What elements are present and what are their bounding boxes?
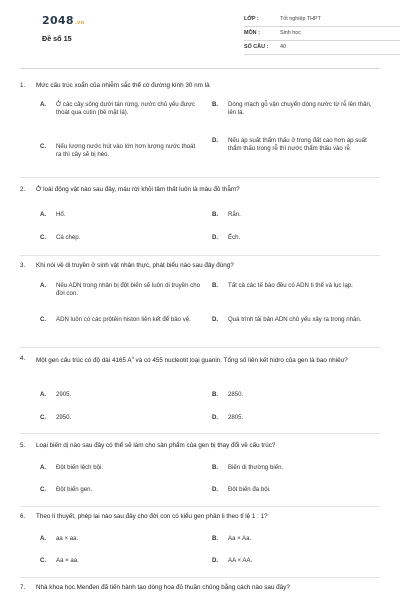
option-c[interactable]: [40, 486, 200, 494]
option-text: Cá chép.: [56, 234, 81, 241]
option-c[interactable]: [40, 316, 208, 324]
option-b[interactable]: [212, 211, 380, 219]
option-a[interactable]: [40, 391, 200, 399]
question-text-head: Một gen cấu trúc có độ dài 4165 A: [36, 357, 132, 365]
option-b[interactable]: [212, 101, 380, 117]
option-b[interactable]: [212, 282, 380, 290]
option-letter: A.: [40, 535, 47, 542]
header-divider: [20, 68, 380, 69]
logo-suffix: .vn: [74, 20, 85, 26]
question-3: [20, 262, 378, 271]
info-value: Sinh học: [280, 29, 301, 36]
question-text: Mức cấu trúc xoắn của nhiễm sắc thể có đường kính 30 nm là: [36, 82, 210, 89]
info-row-count: [244, 41, 400, 55]
option-c[interactable]: [40, 557, 200, 565]
question-text: Theo lí thuyết, phép lai nào sau đây cho đời con có kiểu gen phân li theo tỉ lệ 1 : 1?: [36, 513, 268, 520]
option-text: Tất cả các tế bào đều có ADN ti thể và lục lạp.: [228, 282, 353, 289]
question-number: 6.: [20, 513, 26, 520]
option-c[interactable]: [40, 143, 200, 159]
option-text: Nếu ADN trong nhân bị đột biến sẽ luôn di truyền cho đời con.: [56, 282, 200, 298]
question-divider: [20, 177, 380, 178]
info-label: LỚP :: [244, 15, 259, 22]
option-letter: D.: [212, 486, 219, 493]
question-4: [20, 355, 378, 366]
option-b[interactable]: [212, 535, 380, 543]
option-d[interactable]: [212, 234, 380, 242]
option-letter: B.: [212, 282, 219, 289]
question-number: 1.: [20, 82, 26, 89]
option-text: 2950.: [56, 414, 72, 421]
question-number: 4.: [20, 355, 26, 362]
option-letter: D.: [212, 137, 219, 144]
question-text-tail: và có 455 nucleotit loại guanin. Tổng số liên kết hidro của gen là bao nhiêu?: [133, 357, 348, 365]
question-number: 5.: [20, 442, 26, 449]
question-7: [20, 584, 378, 593]
exam-number: Đề số 15: [42, 34, 72, 43]
option-letter: C.: [40, 316, 47, 323]
option-text: Rắn.: [228, 211, 241, 218]
option-a[interactable]: [40, 211, 200, 219]
option-letter: C.: [40, 414, 47, 421]
question-divider: [20, 433, 380, 434]
option-letter: D.: [212, 316, 219, 323]
option-text: Quá trình tái bản ADN chủ yếu xảy ra trong nhân.: [228, 316, 362, 323]
option-letter: A.: [40, 391, 47, 398]
question-number: 3.: [20, 262, 26, 269]
logo-text: 2048: [42, 14, 74, 27]
option-text: ADN luôn có các prôtêin histon liên kết để bảo vệ.: [56, 316, 191, 323]
option-c[interactable]: [40, 234, 200, 242]
info-value: Tốt nghiệp THPT: [280, 15, 321, 22]
question-text: Nhà khoa học Menđen đã tiến hành tạo dòng hoa đỏ thuần chủng bằng cách nào sau đây?: [36, 584, 290, 591]
option-letter: B.: [212, 464, 219, 471]
option-text: Nếu áp suất thẩm thấu ở trong đất cao hơn áp suất thẩm thấu trong rễ thì nước thẩm thấu vào rễ.: [228, 137, 367, 153]
option-letter: A.: [40, 101, 47, 108]
option-c[interactable]: [40, 414, 200, 422]
question-divider: [20, 255, 380, 256]
question-divider: [20, 347, 380, 348]
question-text: Ở loài động vật nào sau đây, máu rời khỏi tâm thất luôn là máu đỏ thẫm?: [36, 186, 240, 193]
option-a[interactable]: [40, 282, 208, 298]
option-text: Hổ.: [56, 211, 66, 218]
option-text: 2805.: [228, 414, 244, 421]
option-text: 2850.: [228, 391, 244, 398]
option-text: Biến dị thường biến.: [228, 464, 284, 471]
option-a[interactable]: [40, 535, 200, 543]
exam-header: [22, 0, 378, 68]
option-text: 2905.: [56, 391, 72, 398]
option-text: Aa × aa.: [56, 557, 79, 564]
option-letter: C.: [40, 143, 47, 150]
info-row-class: [244, 13, 400, 27]
question-text: Khi nói về di truyền ở sinh vật nhân thực, phát biểu nào sau đây đúng?: [36, 262, 234, 269]
option-letter: D.: [212, 414, 219, 421]
question-2: [20, 186, 378, 195]
option-text: Aa × Aa.: [228, 535, 252, 542]
option-a[interactable]: [40, 101, 200, 117]
question-number: 7.: [20, 584, 26, 591]
question-6: [20, 513, 378, 522]
option-letter: D.: [212, 234, 219, 241]
question-text: [36, 355, 378, 366]
question-text: Loại biến dị nào sau đây có thể sẽ làm cho sản phẩm của gen bị thay đổi về cấu trúc?: [36, 442, 276, 449]
option-d[interactable]: [212, 486, 380, 494]
option-d[interactable]: [212, 137, 380, 153]
exam-info-table: [244, 13, 400, 55]
option-b[interactable]: [212, 464, 380, 472]
option-text: Ở các cây sống dưới tán rừng, nước chủ yếu được thoát qua cutin (bề mặt lá).: [56, 101, 195, 117]
option-letter: B.: [212, 535, 219, 542]
angstrom-superscript: 0: [131, 355, 134, 360]
question-number: 2.: [20, 186, 26, 193]
option-text: AA × AA.: [228, 557, 253, 564]
option-a[interactable]: [40, 464, 200, 472]
option-letter: C.: [40, 557, 47, 564]
option-text: Ếch.: [228, 234, 241, 241]
question-divider: [20, 577, 380, 578]
info-row-subject: [244, 27, 400, 41]
option-text: Dòng mạch gỗ vận chuyển dòng nước từ rễ lên thân, lên lá.: [228, 101, 372, 117]
option-letter: A.: [40, 282, 47, 289]
info-value: 40: [280, 43, 286, 50]
option-text: Nếu lượng nước hút vào lớn hơn lượng nước thoát ra thì cây sẽ bị héo.: [56, 143, 196, 159]
option-d[interactable]: [212, 414, 380, 422]
option-letter: C.: [40, 486, 47, 493]
question-divider: [20, 506, 380, 507]
option-text: aa × aa.: [56, 535, 79, 542]
option-letter: B.: [212, 391, 219, 398]
option-text: Đột biến lệch bội.: [56, 464, 104, 471]
question-5: [20, 442, 378, 451]
option-d[interactable]: [212, 557, 380, 565]
site-logo[interactable]: [42, 14, 84, 29]
option-letter: C.: [40, 234, 47, 241]
option-letter: B.: [212, 101, 219, 108]
option-text: Đột biến đa bội.: [228, 486, 271, 493]
info-label: MÔN :: [244, 29, 260, 36]
option-letter: A.: [40, 211, 47, 218]
option-text: Đột biến gen.: [56, 486, 93, 493]
option-letter: B.: [212, 211, 219, 218]
option-b[interactable]: [212, 391, 380, 399]
option-letter: A.: [40, 464, 47, 471]
option-letter: D.: [212, 557, 219, 564]
question-1: [20, 82, 378, 91]
info-label: SỐ CÂU :: [244, 43, 269, 50]
option-d[interactable]: [212, 316, 380, 324]
